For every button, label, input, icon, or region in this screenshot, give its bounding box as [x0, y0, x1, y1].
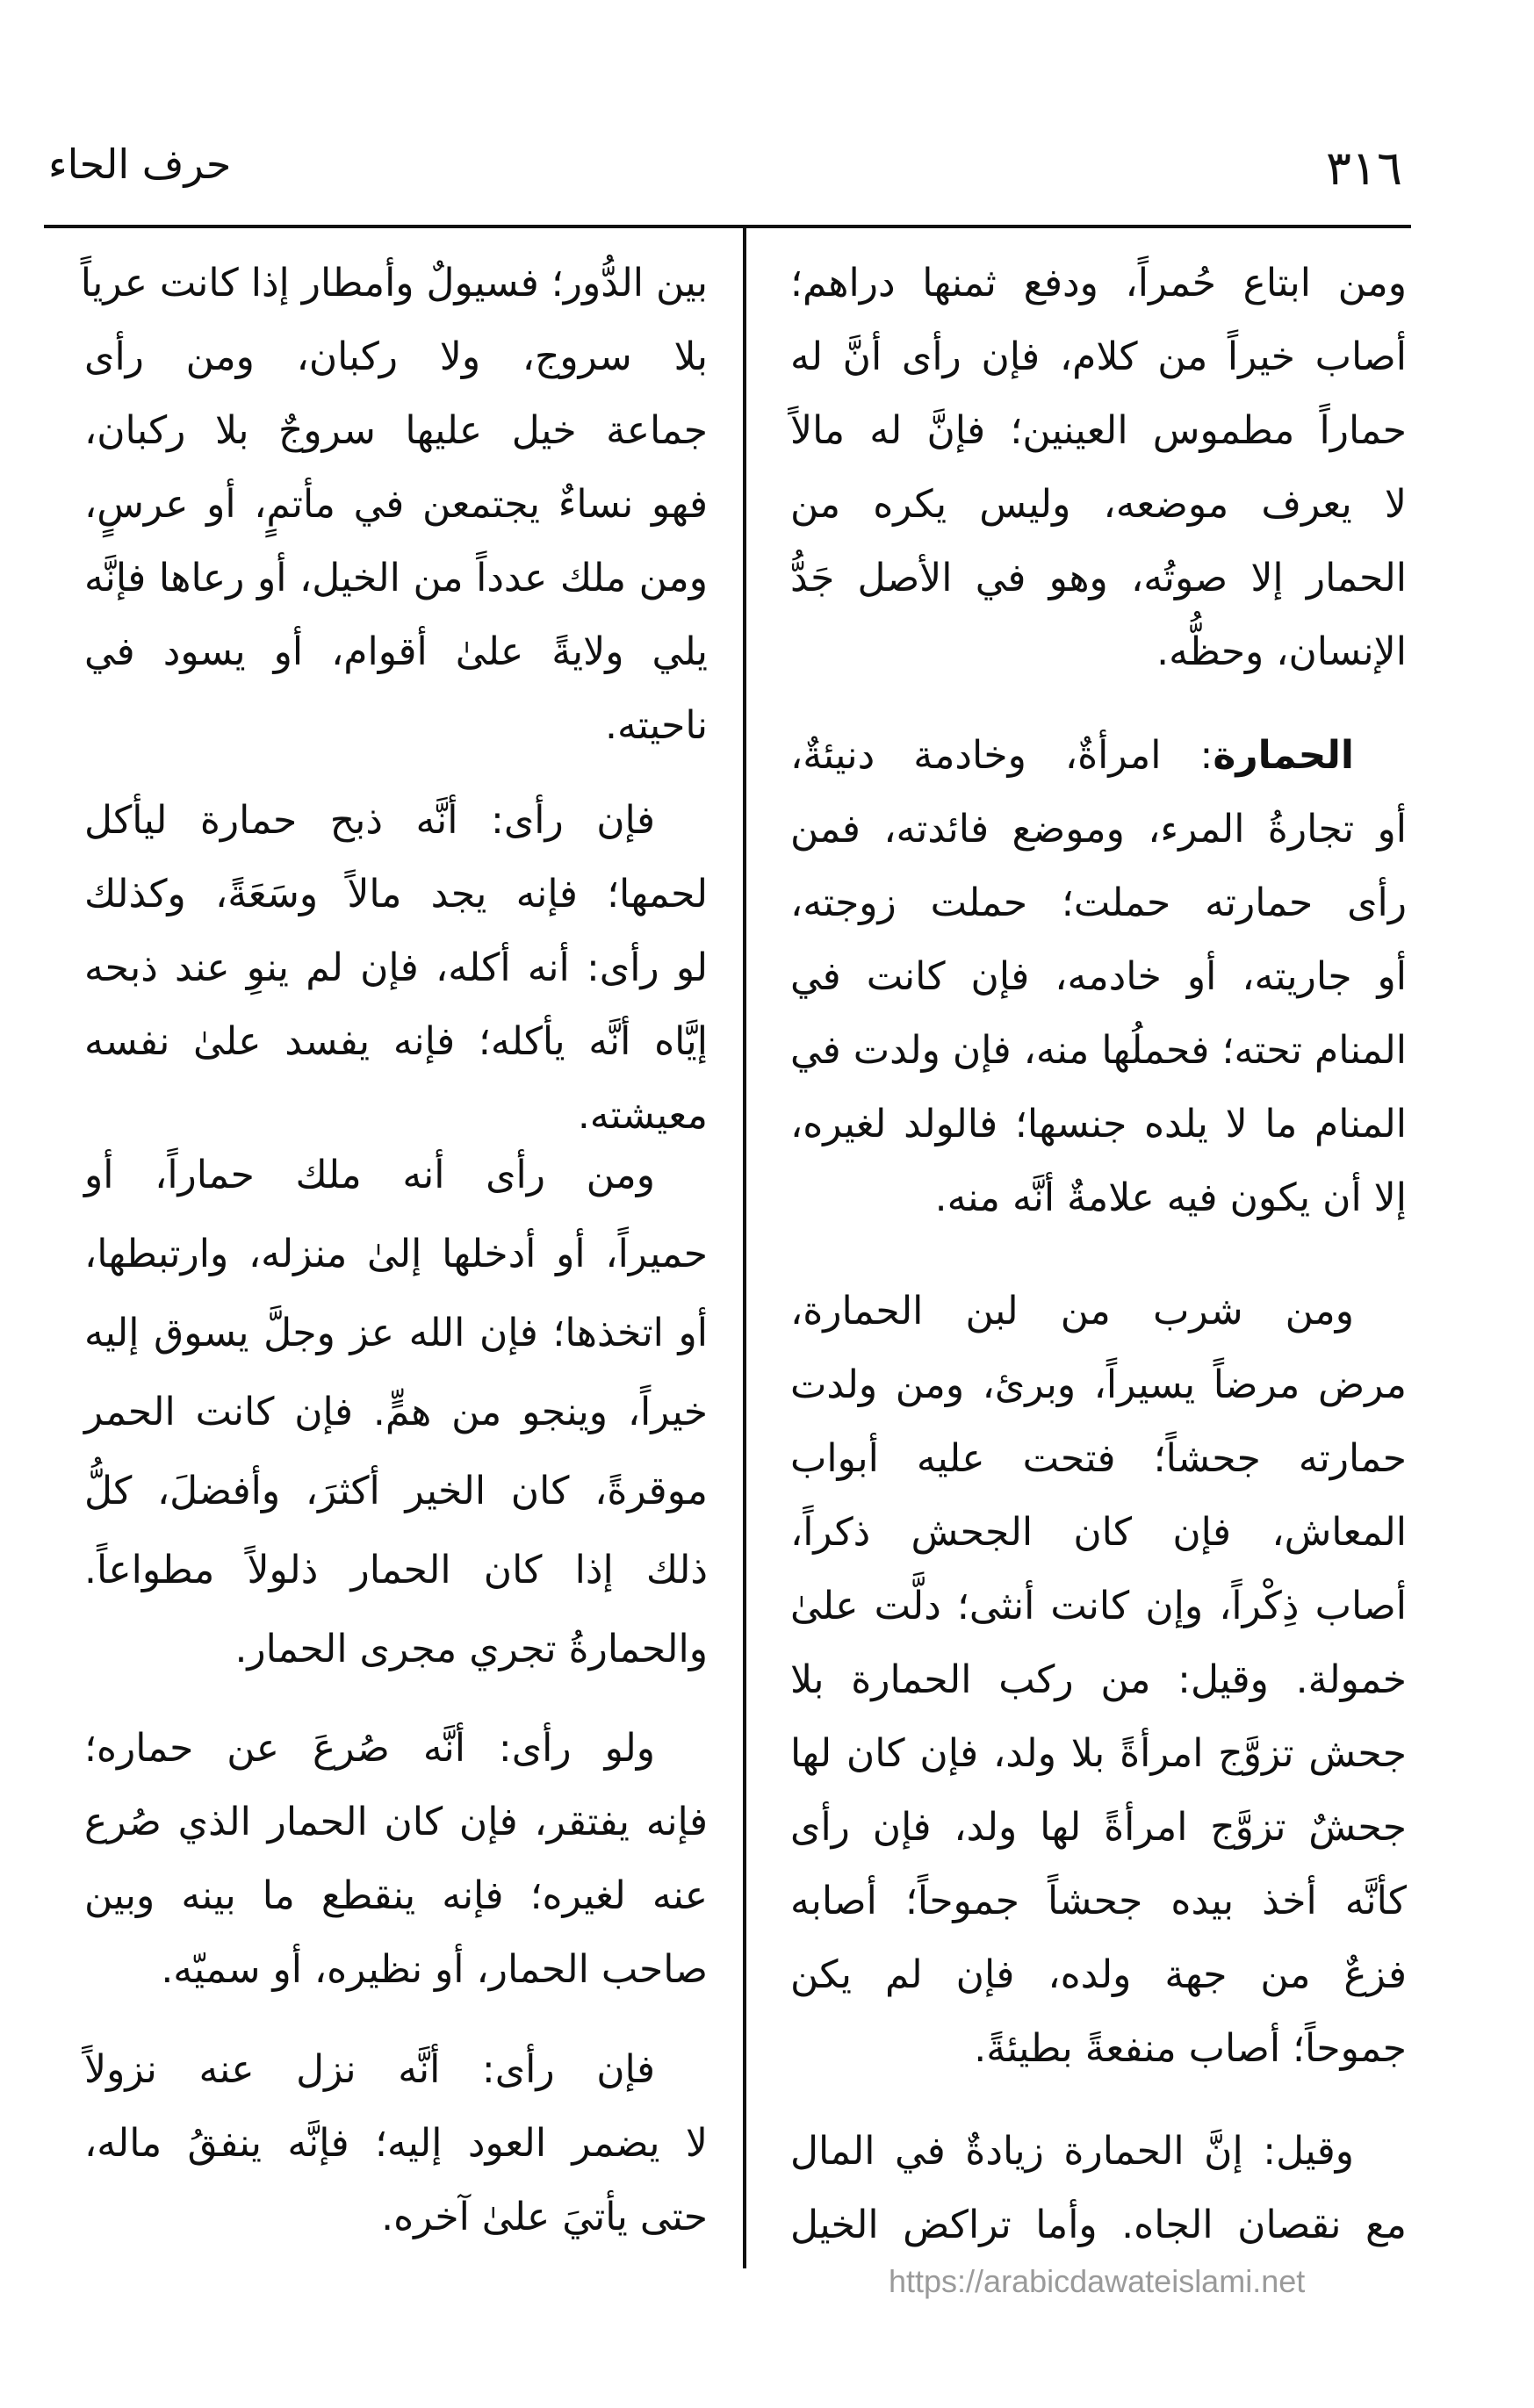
text-line — [790, 394, 1407, 468]
column-divider — [743, 226, 746, 2268]
text-line — [790, 2115, 1407, 2189]
line-text: لو رأى: أنه أكله، فإن لم ينوِ عند ذبحه — [84, 945, 708, 990]
text-line — [790, 1348, 1407, 1422]
text-line — [790, 1570, 1407, 1643]
text-line — [790, 793, 1407, 866]
paragraph — [790, 1275, 1407, 2086]
text-line — [790, 1791, 1407, 1865]
paragraph — [790, 2115, 1407, 2262]
line-text: أو جاريته، أو خادمه، فإن كانت في — [790, 954, 1407, 999]
text-line — [790, 1496, 1407, 1570]
line-text: : امرأةٌ، وخادمة دنيئةٌ، — [790, 733, 1214, 778]
line-text: لحمها؛ فإنه يجد مالاً وسَعَةً، وكذلك — [84, 872, 708, 916]
text-line — [84, 1215, 708, 1294]
line-text: مرض مرضاً يسيراً، وبرئ، ومن ولدت — [790, 1362, 1407, 1407]
line-text: فإن رأى: أنَّه نزل عنه نزولاً — [84, 2047, 655, 2092]
text-line — [790, 940, 1407, 1014]
text-line — [84, 1136, 708, 1215]
line-text: المعاش، فإن كان الجحش ذكراً، — [790, 1510, 1407, 1555]
paragraph — [790, 247, 1407, 689]
section-title: حرف الحاء — [48, 140, 232, 188]
line-text: صاحب الحمار، أو نظيره، أو سميّه. — [161, 1947, 708, 1992]
text-line — [84, 1712, 708, 1786]
text-line — [84, 689, 708, 763]
page-number: ٣١٦ — [1325, 140, 1402, 196]
line-text: ولو رأى: أنَّه صُرعَ عن حماره؛ — [84, 1726, 655, 1771]
line-text: موقرةً، كان الخير أكثرَ، وأفضلَ، كلُّ — [84, 1469, 708, 1513]
line-text: المنام ما لا يلده جنسها؛ فالولد لغيره، — [790, 1102, 1407, 1146]
text-line — [84, 2107, 708, 2181]
text-line — [790, 1717, 1407, 1791]
line-text: فزعٌ من جهة ولده، فإن لم يكن — [790, 1952, 1407, 1997]
text-line — [84, 2033, 708, 2107]
text-line — [790, 1865, 1407, 1938]
paragraph — [80, 247, 708, 763]
text-line — [84, 1610, 708, 1689]
line-text: بلا سروج، ولا ركبان، ومن رأى — [84, 334, 708, 379]
text-line — [84, 2181, 708, 2254]
line-text: لا يعرف موضعه، وليس يكره من — [790, 482, 1407, 527]
text-line — [84, 320, 708, 394]
line-text: مع نقصان الجاه. وأما تراكض الخيل — [790, 2203, 1407, 2247]
line-text: ذلك إذا كان الحمار ذلولاً مطواعاً. — [84, 1548, 708, 1592]
paragraph — [84, 784, 708, 1153]
line-text: حماراً مطموس العينين؛ فإنَّ له مالاً — [790, 408, 1407, 453]
line-text: ناحيته. — [605, 703, 708, 748]
paragraph — [790, 719, 1407, 1235]
text-line — [790, 2012, 1407, 2086]
text-line — [790, 1161, 1407, 1235]
line-text: رأى حمارته حملت؛ حملت زوجته، — [790, 881, 1407, 925]
text-line — [790, 320, 1407, 394]
line-text: خمولة. وقيل: من ركب الحمارة بلا — [790, 1657, 1407, 1702]
line-text: وقيل: إنَّ الحمارة زيادةٌ في المال — [790, 2129, 1354, 2174]
text-line — [790, 615, 1407, 689]
line-text: بين الدُّور؛ فسيولٌ وأمطار إذا كانت عرياً — [80, 261, 708, 305]
text-line — [84, 1373, 708, 1452]
line-text: حميراً، أو أدخلها إلىٰ منزله، وارتبطها، — [84, 1232, 708, 1276]
line-text: جموحاً؛ أصاب منفعةً بطيئةً. — [974, 2026, 1407, 2071]
text-line — [84, 394, 708, 468]
watermark-url: https://arabicdawateislami.net — [889, 2263, 1306, 2299]
text-line — [790, 1014, 1407, 1088]
line-text: إلا أن يكون فيه علامةٌ أنَّه منه. — [934, 1175, 1407, 1220]
text-line — [84, 615, 708, 689]
line-text: المنام تحته؛ فحملُها منه، فإن ولدت في — [790, 1028, 1407, 1073]
line-text: أو اتخذها؛ فإن الله عز وجلَّ يسوق إليه — [84, 1311, 708, 1355]
line-text: ومن شرب من لبن الحمارة، — [790, 1289, 1354, 1333]
paragraph — [84, 2033, 708, 2254]
line-text: إيَّاه أنَّه يأكله؛ فإنه يفسد علىٰ نفسه — [84, 1019, 708, 1064]
text-line — [790, 1275, 1407, 1348]
entry-term: الحمارة — [1213, 733, 1354, 778]
line-text: جحش تزوَّج امرأةً بلا ولد، فإن كان لها — [790, 1731, 1407, 1776]
text-line — [84, 1005, 708, 1079]
line-text: فهو نساءٌ يجتمعن في مأتمٍ، أو عرسٍ، — [84, 482, 708, 527]
text-line — [84, 931, 708, 1005]
text-line — [84, 858, 708, 931]
text-line — [790, 542, 1407, 615]
line-text: عنه لغيره؛ فإنه ينقطع ما بينه وبين — [84, 1873, 708, 1918]
header-rule — [44, 225, 1411, 228]
text-line — [790, 468, 1407, 542]
line-text: كأنَّه أخذ بيده جحشاً جموحاً؛ أصابه — [790, 1879, 1407, 1923]
line-text: ومن ابتاع حُمراً، ودفع ثمنها دراهم؛ — [790, 261, 1407, 305]
text-line — [790, 1422, 1407, 1496]
line-text: الإنسان، وحظُّه. — [1156, 629, 1407, 674]
line-text: حمارته جحشاً؛ فتحت عليه أبواب — [790, 1436, 1407, 1481]
line-text: ومن ملك عدداً من الخيل، أو رعاها فإنَّه — [84, 556, 708, 600]
text-line — [84, 1786, 708, 1859]
text-line — [790, 866, 1407, 940]
text-line — [84, 1859, 708, 1933]
text-line — [790, 1643, 1407, 1717]
text-line — [84, 1933, 708, 2007]
line-text: أصاب خيراً من كلام، فإن رأى أنَّ له — [790, 334, 1407, 379]
line-text: جماعة خيل عليها سروجٌ بلا ركبان، — [84, 408, 708, 453]
text-line — [84, 784, 708, 858]
line-text: والحمارةُ تجري مجرى الحمار. — [234, 1627, 708, 1671]
line-text: فإنه يفتقر، فإن كان الحمار الذي صُرع — [84, 1800, 708, 1844]
line-text: خيراً، وينجو من همٍّ. فإن كانت الحمر — [84, 1390, 708, 1434]
text-line — [790, 2189, 1407, 2262]
line-text: الحمار إلا صوتُه، وهو في الأصل جَدُّ — [790, 556, 1407, 600]
text-line — [84, 542, 708, 615]
paragraph — [84, 1712, 708, 2007]
line-text: يلي ولايةً علىٰ أقوام، أو يسود في — [84, 629, 708, 674]
text-line — [84, 1531, 708, 1610]
line-text: معيشته. — [577, 1093, 708, 1138]
text-line — [84, 1294, 708, 1373]
line-text: لا يضمر العود إليه؛ فإنَّه ينفقُ ماله، — [84, 2121, 708, 2166]
text-line — [790, 719, 1407, 793]
line-text: ومن رأى أنه ملك حماراً، أو — [84, 1153, 655, 1197]
line-text: أصاب ذِكْراً، وإن كانت أنثى؛ دلَّت علىٰ — [790, 1584, 1407, 1628]
line-text: حتى يأتيَ علىٰ آخره. — [381, 2195, 708, 2239]
paragraph — [84, 1136, 708, 1689]
line-text: أو تجارةُ المرء، وموضع فائدته، فمن — [790, 807, 1407, 852]
text-line — [790, 1938, 1407, 2012]
text-line — [790, 1088, 1407, 1161]
line-text: جحشٌ تزوَّج امرأةً لها ولد، فإن رأى — [790, 1805, 1407, 1850]
text-line — [84, 1452, 708, 1531]
text-line — [80, 247, 708, 320]
text-line — [84, 468, 708, 542]
line-text: فإن رأى: أنَّه ذبح حمارة ليأكل — [84, 798, 655, 843]
text-line — [790, 247, 1407, 320]
